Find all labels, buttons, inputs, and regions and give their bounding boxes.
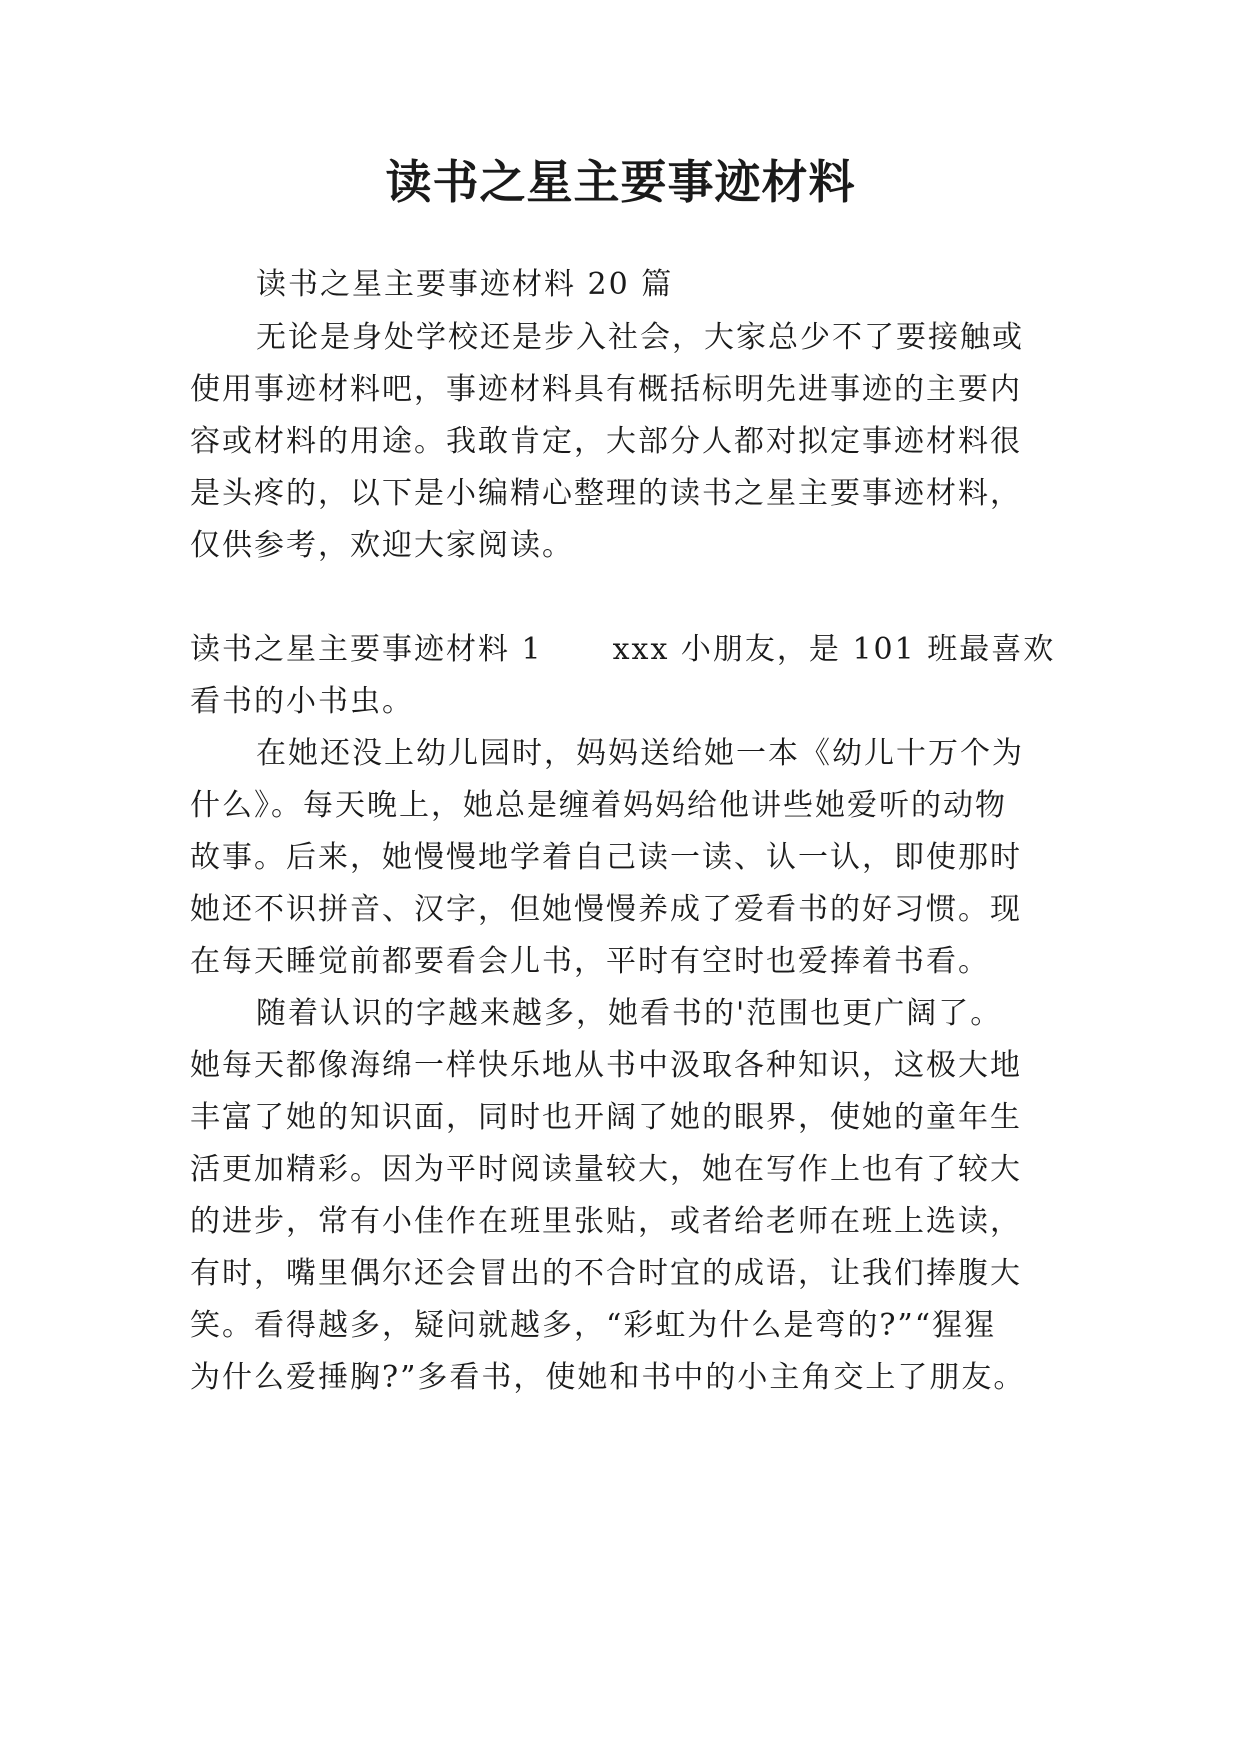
text-line: 故事。后来，她慢慢地学着自己读一读、认一认，即使那时 xyxy=(190,840,1022,875)
text-span: xxx 小朋友，是 101 班最喜欢 xyxy=(612,632,1056,667)
text-line: 活更加精彩。因为平时阅读量较大，她在写作上也有了较大 xyxy=(190,1152,1022,1187)
text-line: 使用事迹材料吧，事迹材料具有概括标明先进事迹的主要内 xyxy=(190,372,1022,407)
text-line: 看书的小书虫。 xyxy=(190,684,414,719)
text-line: 在每天睡觉前都要看会儿书，平时有空时也爱捧着书看。 xyxy=(190,944,990,979)
subtitle-line: 读书之星主要事迹材料 20 篇 xyxy=(256,267,674,302)
text-line: 笑。看得越多，疑问就越多，“彩虹为什么是弯的?”“猩猩 xyxy=(190,1308,997,1343)
text-line: 她还不识拼音、汉字，但她慢慢养成了爱看书的好习惯。现 xyxy=(190,892,1022,927)
text-line: 的进步，常有小佳作在班里张贴，或者给老师在班上选读， xyxy=(190,1204,1022,1239)
section-heading-line xyxy=(190,630,1070,670)
text-line: 有时，嘴里偶尔还会冒出的不合时宜的成语，让我们捧腹大 xyxy=(190,1256,1022,1291)
text-line: 丰富了她的知识面，同时也开阔了她的眼界，使她的童年生 xyxy=(190,1100,1022,1135)
text-line: 仅供参考，欢迎大家阅读。 xyxy=(190,528,574,563)
document-title: 读书之星主要事迹材料 xyxy=(385,155,856,209)
text-line: 无论是身处学校还是步入社会，大家总少不了要接触或 xyxy=(256,320,1024,355)
text-line: 为什么爱捶胸?”多看书，使她和书中的小主角交上了朋友。 xyxy=(190,1360,1026,1395)
section-heading: 读书之星主要事迹材料 1 xyxy=(190,632,543,667)
text-line: 什么》。每天晚上，她总是缠着妈妈给他讲些她爱听的动物 xyxy=(190,788,1007,823)
text-line: 随着认识的字越来越多，她看书的'范围也更广阔了。 xyxy=(256,996,1003,1031)
text-line: 容或材料的用途。我敢肯定，大部分人都对拟定事迹材料很 xyxy=(190,424,1022,459)
text-line: 在她还没上幼儿园时，妈妈送给她一本《幼儿十万个为 xyxy=(256,736,1024,771)
text-line: 她每天都像海绵一样快乐地从书中汲取各种知识，这极大地 xyxy=(190,1048,1022,1083)
text-line: 是头疼的，以下是小编精心整理的读书之星主要事迹材料， xyxy=(190,476,1022,511)
